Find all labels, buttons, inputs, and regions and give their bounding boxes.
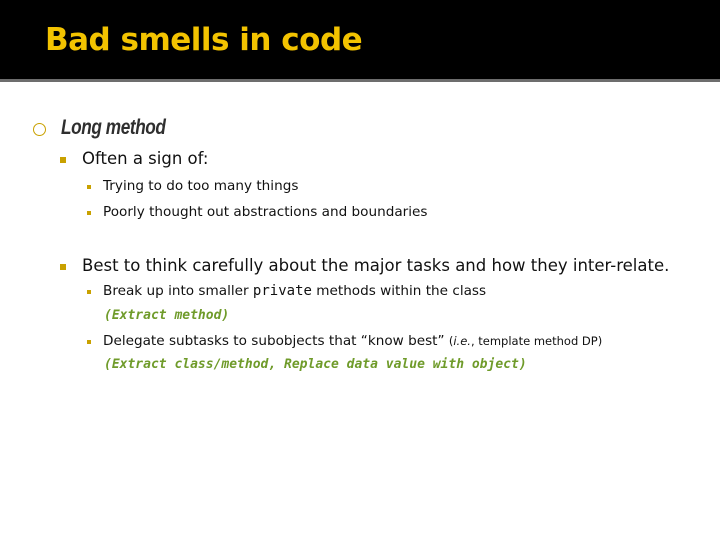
square-bullet-icon [60, 157, 66, 163]
code-keyword: private [252, 283, 312, 299]
note-suffix: , template method DP) [470, 334, 603, 348]
square-bullet-icon [60, 264, 66, 270]
subpoint-text-main: Delegate subtasks to subobjects that “know best” [103, 333, 449, 349]
topic-label: Long method [61, 116, 166, 139]
point-text: Often a sign of: [82, 149, 209, 168]
square-bullet-icon [87, 211, 91, 215]
circle-bullet-icon [33, 123, 46, 136]
square-bullet-icon [87, 290, 91, 294]
square-bullet-icon [87, 185, 91, 189]
title-bar [0, 0, 720, 82]
note-prefix: ( [448, 334, 454, 348]
point-text: Best to think carefully about the major tasks and how they inter-relate. [82, 256, 670, 275]
subpoint-text [103, 333, 602, 349]
subpoint-note [449, 334, 602, 348]
subpoint-text-start: Break up into smaller [103, 283, 253, 299]
refactoring-name: (Extract class/method, Replace data value with object) [104, 357, 527, 372]
slide-title: Bad smells in code [45, 22, 363, 58]
subpoint-text: Poorly thought out abstractions and boundaries [103, 204, 428, 220]
subpoint-text [103, 283, 486, 299]
refactoring-name: (Extract method) [104, 308, 230, 323]
square-bullet-icon [87, 340, 91, 344]
subpoint-text-end: methods within the class [311, 283, 487, 299]
subpoint-text: Trying to do too many things [103, 178, 299, 194]
note-italic: i.e. [453, 334, 471, 348]
